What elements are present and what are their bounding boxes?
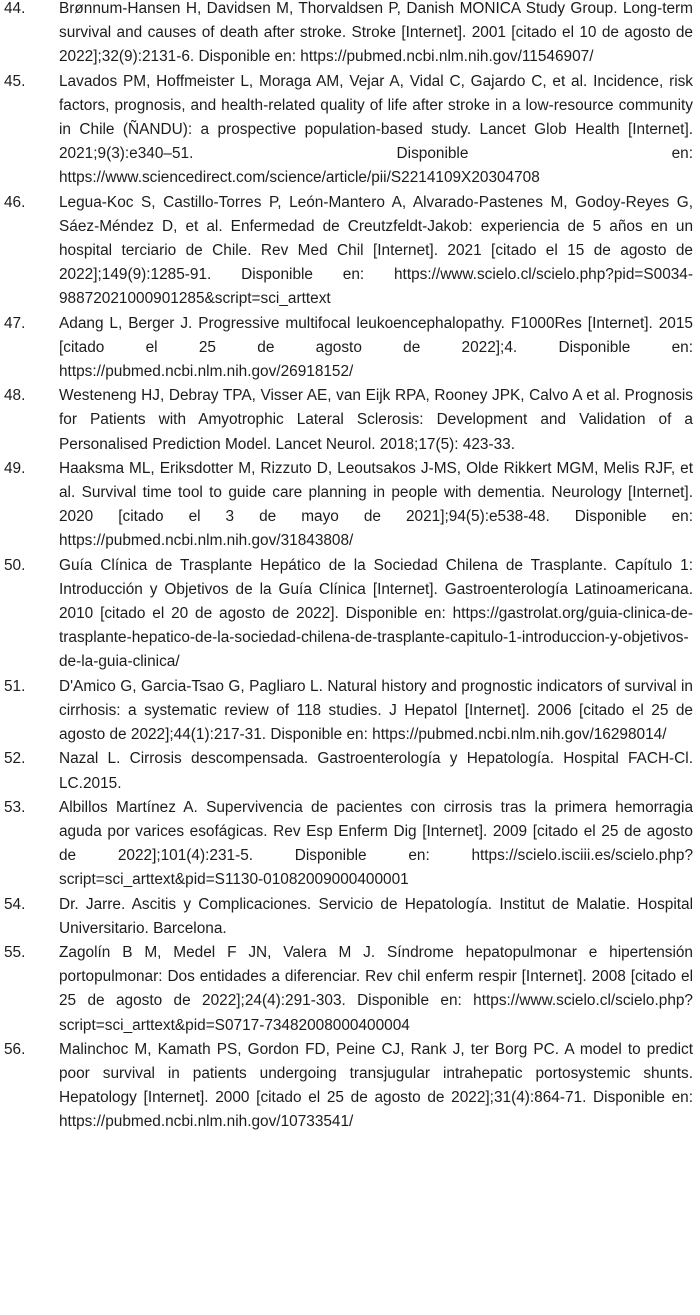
- reference-item: [0, 384, 700, 457]
- reference-text: Adang L, Berger J. Progressive multifocal leukoencephalopathy. F1000Res [Internet]. 2015 [citado el 25 de agosto de 2022];4. Disponible en: https://pubmed.ncbi.nlm.nih.gov/26918152/: [59, 314, 693, 381]
- reference-number: 56.: [4, 1040, 26, 1058]
- reference-item: [0, 457, 700, 554]
- reference-number: 44.: [4, 0, 26, 17]
- reference-item: [0, 0, 700, 70]
- reference-text: D'Amico G, Garcia-Tsao G, Pagliaro L. Natural history and prognostic indicators of survival in cirrhosis: a systematic review of 118 studies. J Hepatol [Internet]. 2006 [citado el 25 de agosto de 2022];44(1):217-31. Disponible en: https://pubmed.ncbi.nlm.nih.gov/16298014/: [59, 677, 693, 744]
- reference-text: Albillos Martínez A. Supervivencia de pacientes con cirrosis tras la primera hemorragia aguda por varices esofágicas. Rev Esp Enferm Dig [Internet]. 2009 [citado el 25 de agosto de 2022];101(4):231-5. Disponible en: https://scielo.isciii.es/scielo.php?script=sci_arttext&pid=S1130-01082009000400001: [59, 798, 693, 889]
- reference-item: [0, 893, 700, 941]
- reference-text: Dr. Jarre. Ascitis y Complicaciones. Servicio de Hepatología. Institut de Malatie. Hospital Universitario. Barcelona.: [59, 895, 693, 937]
- reference-text: Zagolín B M, Medel F JN, Valera M J. Síndrome hepatopulmonar e hipertensión portopulmonar: Dos entidades a diferenciar. Rev chil enferm respir [Internet]. 2008 [citado el 25 de agosto de 2022];24(4):291-303. Disponible en: https://www.scielo.cl/scielo.php?script=sci_arttext&pid=S0717-73482008000400004: [59, 943, 693, 1034]
- reference-item: [0, 796, 700, 893]
- reference-item: [0, 675, 700, 748]
- reference-number: 55.: [4, 943, 26, 961]
- reference-item: [0, 191, 700, 312]
- reference-item: [0, 312, 700, 385]
- reference-number: 54.: [4, 895, 26, 913]
- reference-item: [0, 1038, 700, 1135]
- reference-number: 51.: [4, 677, 26, 695]
- reference-item: [0, 70, 700, 191]
- reference-number: 50.: [4, 556, 26, 574]
- reference-number: 45.: [4, 72, 26, 90]
- reference-item: [0, 747, 700, 795]
- reference-number: 48.: [4, 387, 26, 405]
- reference-text: Malinchoc M, Kamath PS, Gordon FD, Peine CJ, Rank J, ter Borg PC. A model to predict poor survival in patients undergoing transjugular intrahepatic portosystemic shunts. Hepatology [Internet]. 2000 [citado el 25 de agosto de 2022];31(4):864-71. Disponible en: https://pubmed.ncbi.nlm.nih.gov/10733541/: [59, 1040, 693, 1131]
- reference-number: 53.: [4, 798, 26, 816]
- reference-text: Westeneng HJ, Debray TPA, Visser AE, van Eijk RPA, Rooney JPK, Calvo A et al. Prognosis for Patients with Amyotrophic Lateral Sclerosis: Development and Validation of a Personalised Prediction Model. Lancet Neurol. 2018;17(5): 423-33.: [59, 387, 693, 453]
- reference-text: Lavados PM, Hoffmeister L, Moraga AM, Vejar A, Vidal C, Gajardo C, et al. Incidence, risk factors, prognosis, and health-related quality of life after stroke in a low-resource community in Chile (ÑANDU): a prospective population-based study. Lancet Glob Health [Internet]. 2021;9(3):e340–51. Disponible en: https://www.sciencedirect.com/science/article/pii/S2214109X20304708: [59, 72, 693, 187]
- reference-item: [0, 554, 700, 675]
- reference-text: Nazal L. Cirrosis descompensada. Gastroenterología y Hepatología. Hospital FACH-Cl. LC.2015.: [59, 750, 693, 792]
- reference-text: Brønnum-Hansen H, Davidsen M, Thorvaldsen P, Danish MONICA Study Group. Long-term survival and causes of death after stroke. Stroke [Internet]. 2001 [citado el 10 de agosto de 2022];32(9):2131-6. Disponible en: https://pubmed.ncbi.nlm.nih.gov/11546907/: [59, 0, 693, 66]
- reference-text: Legua-Koc S, Castillo-Torres P, León-Mantero A, Alvarado-Pastenes M, Godoy-Reyes G, Sáez-Méndez D, et al. Enfermedad de Creutzfeldt-Jakob: experiencia de 5 años en un hospital terciario de Chile. Rev Med Chil [Internet]. 2021 [citado el 15 de agosto de 2022];149(9):1285-91. Disponible en: https://www.scielo.cl/scielo.php?pid=S0034-98872021000901285&script=sci_arttext: [59, 193, 693, 308]
- reference-text: Guía Clínica de Trasplante Hepático de la Sociedad Chilena de Trasplante. Capítulo 1: Introducción y Objetivos de la Guía Clínica [Internet]. Gastroenterología Latinoamericana. 2010 [citado el 20 de agosto de 2022]. Disponible en: https://gastrolat.org/guia-clinica-de-trasplante-hepatico-de-la-sociedad-chilena-de-trasplante-capitulo-1-introduccion-y-objetivos-de-la-guia-clinica/: [59, 556, 693, 671]
- reference-number: 47.: [4, 314, 26, 332]
- reference-item: [0, 941, 700, 1038]
- reference-number: 46.: [4, 193, 26, 211]
- reference-number: 52.: [4, 750, 26, 768]
- reference-number: 49.: [4, 459, 26, 477]
- reference-text: Haaksma ML, Eriksdotter M, Rizzuto D, Leoutsakos J-MS, Olde Rikkert MGM, Melis RJF, et al. Survival time tool to guide care planning in people with dementia. Neurology [Internet]. 2020 [citado el 3 de mayo de 2021];94(5):e538-48. Disponible en: https://pubmed.ncbi.nlm.nih.gov/31843808/: [59, 459, 693, 550]
